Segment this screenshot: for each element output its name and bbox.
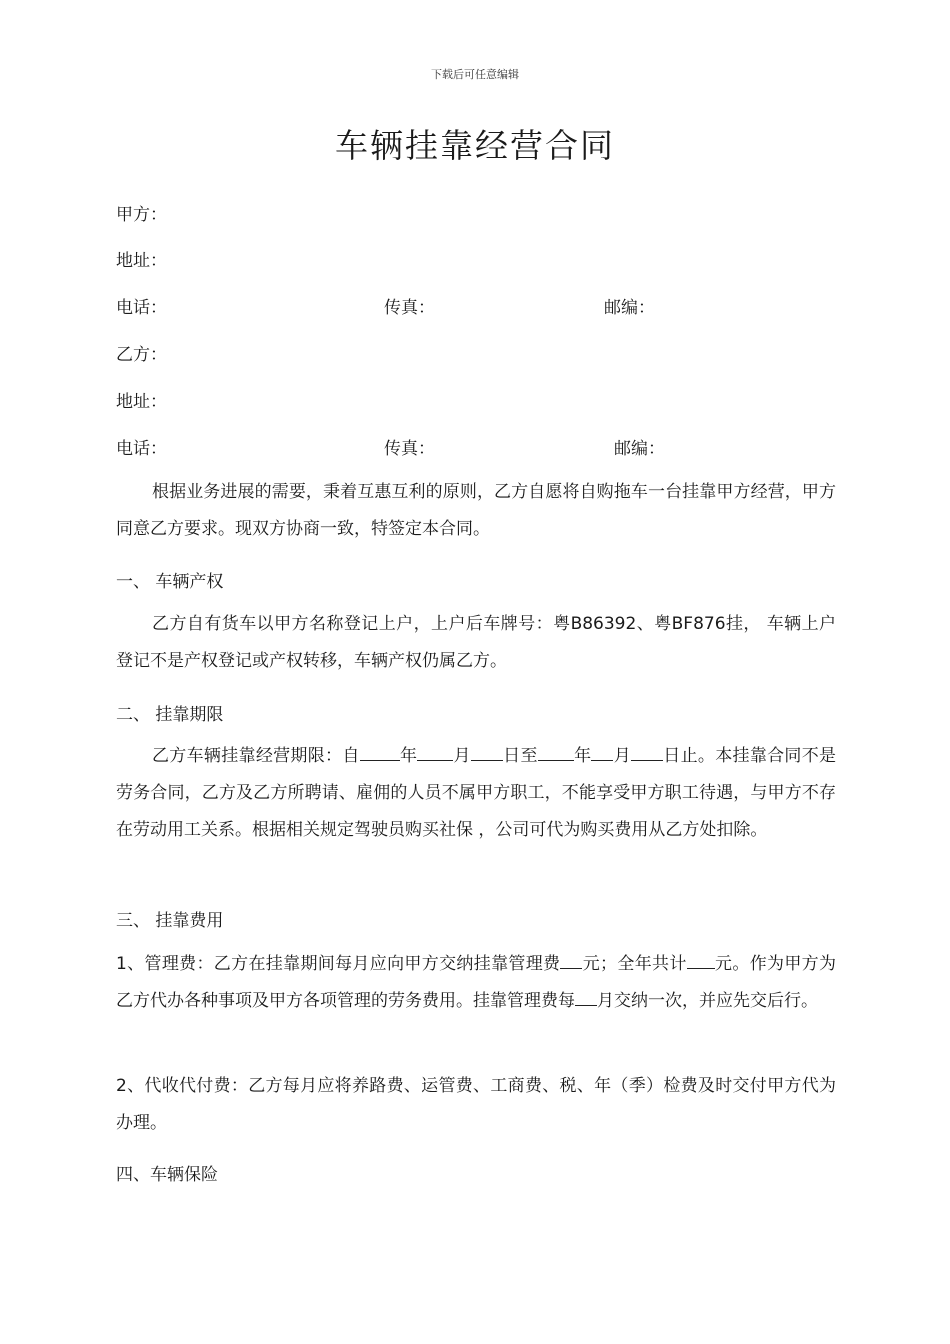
section3-item2-paragraph	[116, 1068, 836, 1142]
party-b-fax-label: 传真：	[384, 439, 435, 459]
section3-item2-text: 代收代付费：乙方每月应将养路费、运管费、工商费、税、年（季）检费及时交付甲方代为办理。	[116, 1076, 836, 1133]
start-year-blank	[360, 743, 400, 761]
end-day-blank	[631, 743, 663, 761]
section2-day-end-label: 日止。	[663, 746, 716, 766]
section2-month-label-2: 月	[613, 746, 631, 766]
section4-heading: 四、车辆保险	[116, 1165, 218, 1185]
section1-text-a: 乙方自有货车以甲方名称登记上户，上户后车牌号：粤	[152, 614, 571, 634]
start-month-blank	[417, 743, 453, 761]
section2-heading: 二、 挂靠期限	[116, 705, 224, 725]
start-day-blank	[471, 743, 503, 761]
payment-interval-blank	[575, 988, 597, 1006]
party-a-postcode-label: 邮编：	[604, 298, 655, 318]
page-title: 车辆挂靠经营合同	[335, 126, 615, 165]
section1-plate1: B86392	[570, 614, 637, 634]
section3-item1-text-c: 元。作为甲方为乙方代办各种事项及甲方各项管理的劳务费用。挂靠管理费每	[116, 954, 837, 1011]
party-b-phone-label: 电话：	[116, 439, 167, 459]
monthly-fee-blank	[560, 951, 582, 969]
section3-item1-paragraph	[116, 946, 836, 1020]
header-note: 下载后可任意编辑	[431, 68, 519, 81]
section2-paragraph	[116, 738, 836, 849]
party-b-name-label: 乙方：	[116, 345, 167, 365]
section2-year-label: 年	[399, 746, 418, 766]
party-b-address-label: 地址：	[116, 392, 167, 412]
section3-item1-number: 1、	[116, 954, 145, 974]
party-b-postcode-label: 邮编：	[614, 439, 665, 459]
section2-rest-text: 本挂靠合同不是劳务合同，乙方及乙方所聘请、雇佣的人员不属甲方职工，不能享受甲方职工待遇，与甲方不存在劳动用工关系。根据相关规定驾驶员购买社保 ，公司可代为购买费用从乙方处扣除。	[116, 746, 837, 840]
intro-paragraph: 根据业务进展的需要，秉着互惠互利的原则，乙方自愿将自购拖车一台挂靠甲方经营，甲方同意乙方要求。现双方协商一致，特签定本合同。	[116, 482, 836, 539]
section3-heading: 三、 挂靠费用	[116, 911, 224, 931]
section1-paragraph	[116, 606, 836, 680]
section2-day-to-label: 日至	[502, 746, 538, 766]
section1-heading: 一、 车辆产权	[116, 572, 224, 592]
end-year-blank	[538, 743, 574, 761]
party-a-address-label: 地址：	[116, 251, 167, 271]
annual-fee-blank	[687, 951, 715, 969]
section1-text-b: 、粤	[636, 614, 672, 634]
party-a-phone-label: 电话：	[116, 298, 167, 318]
party-a-fax-label: 传真：	[384, 298, 435, 318]
section1-plate2: BF876	[671, 614, 726, 634]
section1-text-c: 挂， 车辆上户登记不是产权登记或产权转移，车辆产权仍属乙方。	[116, 614, 837, 671]
party-a-name-label: 甲方：	[116, 205, 167, 225]
section2-term-lead: 乙方车辆挂靠经营期限：自	[152, 746, 360, 766]
section3-item1-text-d: 月交纳一次，并应先交后行。	[597, 991, 818, 1011]
section3-item2-number: 2、	[116, 1076, 145, 1096]
section3-item1-text-b: 元；全年共计	[582, 954, 687, 974]
section2-month-label: 月	[453, 746, 471, 766]
end-month-blank	[591, 743, 613, 761]
section3-item1-text-a: 管理费：乙方在挂靠期间每月应向甲方交纳挂靠管理费	[144, 954, 561, 974]
section2-year-label-2: 年	[573, 746, 592, 766]
